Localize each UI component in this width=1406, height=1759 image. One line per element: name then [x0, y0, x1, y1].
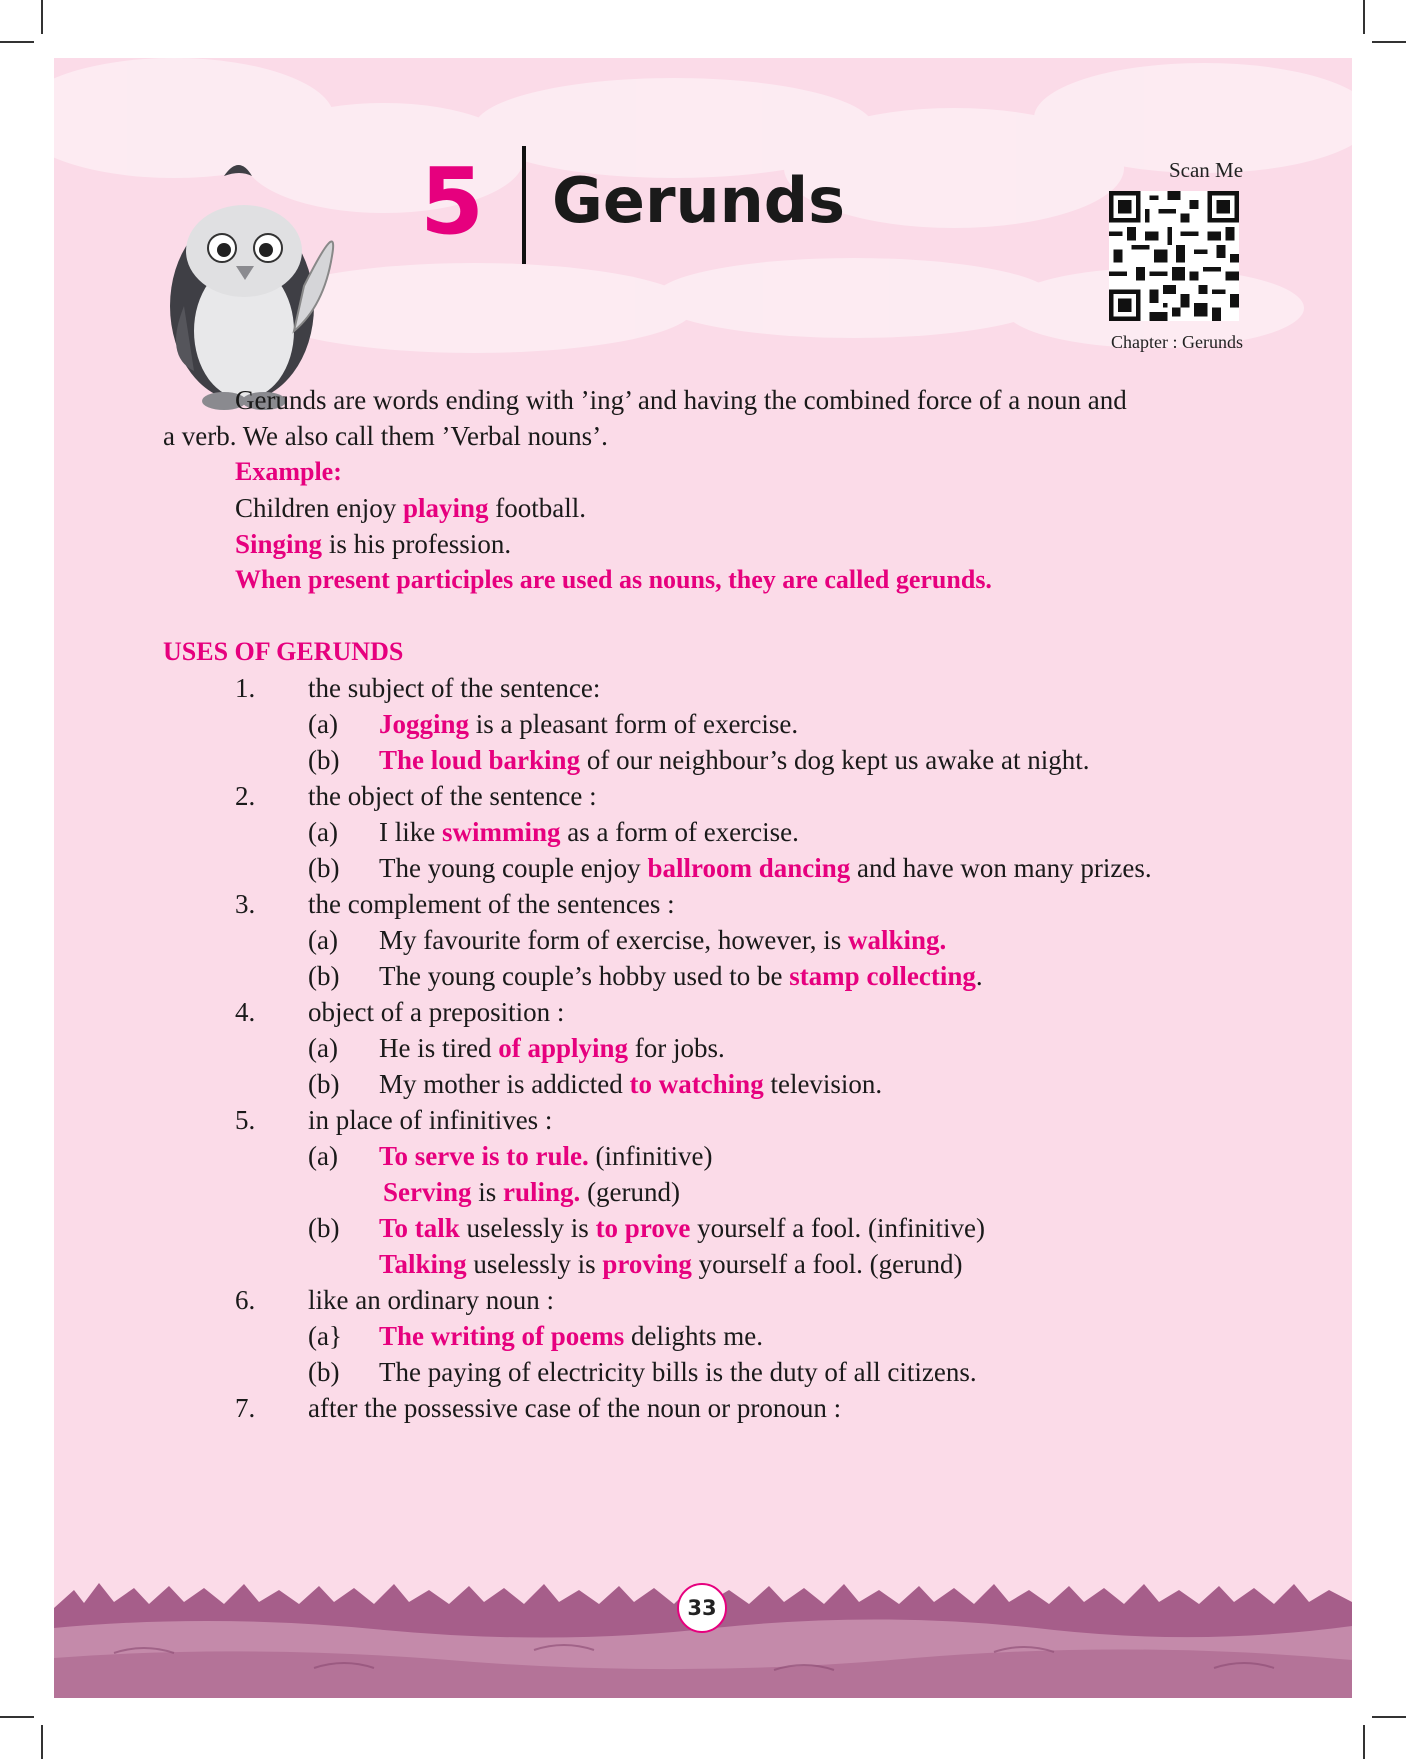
item-label: (a) [308, 1141, 338, 1171]
item-label: (b) [308, 1069, 340, 1099]
example-sentence-2: Singing is his profession. [235, 529, 512, 559]
item-label: (b) [308, 853, 340, 883]
use-example: The paying of electricity bills is the duty of all citizens. [379, 1357, 977, 1387]
item-label: (a) [308, 1033, 338, 1063]
chapter-title: Gerunds [552, 164, 846, 237]
use-number: 1. [235, 673, 256, 703]
use-example: The young couple’s hobby used to be stamp collecting. [379, 961, 983, 991]
example-sentence-1: Children enjoy playing football. [235, 493, 587, 523]
use-title: the object of the sentence : [308, 781, 597, 811]
item-label: (a) [308, 709, 338, 739]
use-example: I like swimming as a form of exercise. [379, 817, 799, 847]
use-title: the complement of the sentences : [308, 889, 675, 919]
penguin-mascot [164, 156, 344, 416]
item-label: (a) [308, 925, 338, 955]
use-number: 3. [235, 889, 256, 919]
use-example: My mother is addicted to watching television. [379, 1069, 883, 1099]
use-example: Jogging is a pleasant form of exercise. [379, 709, 799, 739]
crop-mark [0, 41, 34, 43]
gerund-rule: When present participles are used as nouns, they are called gerunds. [235, 565, 992, 594]
intro-line-1: Gerunds are words ending with ’ing’ and having the combined force of a noun and [235, 385, 1127, 415]
use-number: 7. [235, 1393, 256, 1423]
title-divider [522, 146, 526, 264]
use-example: He is tired of applying for jobs. [379, 1033, 725, 1063]
uses-heading: USES OF GERUNDS [163, 637, 404, 666]
crop-mark [0, 1716, 34, 1718]
use-title: after the possessive case of the noun or pronoun : [308, 1393, 842, 1423]
use-number: 5. [235, 1105, 256, 1135]
use-example: Serving is ruling. (gerund) [383, 1177, 681, 1207]
qr-code-icon[interactable] [1109, 191, 1239, 321]
use-example: To serve is to rule. (infinitive) [379, 1141, 713, 1171]
use-title: like an ordinary noun : [308, 1285, 554, 1315]
intro-line-2: a verb. We also call them ’Verbal nouns’. [163, 421, 608, 451]
crop-mark [1372, 41, 1406, 43]
qr-label: Scan Me [1168, 158, 1244, 182]
use-example: The writing of poems delights me. [379, 1321, 763, 1351]
use-title: the subject of the sentence: [308, 673, 601, 703]
use-title: object of a preposition : [308, 997, 565, 1027]
item-label: (a) [308, 817, 338, 847]
use-example: To talk uselessly is to prove yourself a fool. (infinitive) [379, 1213, 985, 1243]
qr-caption: Chapter : Gerunds [1111, 332, 1243, 352]
use-example: The young couple enjoy ballroom dancing and have won many prizes. [379, 853, 1152, 883]
example-heading: Example: [235, 457, 342, 486]
crop-mark [1363, 1725, 1365, 1759]
use-example: The loud barking of our neighbour’s dog kept us awake at night. [379, 745, 1090, 775]
use-number: 2. [235, 781, 256, 811]
item-label: (a} [308, 1321, 342, 1351]
crop-mark [41, 1725, 43, 1759]
crop-mark [1363, 0, 1365, 34]
item-label: (b) [308, 745, 340, 775]
item-label: (b) [308, 961, 340, 991]
crop-mark [1372, 1716, 1406, 1718]
use-example: Talking uselessly is proving yourself a fool. (gerund) [379, 1249, 963, 1279]
use-number: 4. [235, 997, 256, 1027]
use-title: in place of infinitives : [308, 1105, 553, 1135]
chapter-number: 5 [420, 148, 485, 255]
page [54, 58, 1352, 1698]
crop-mark [41, 0, 43, 34]
use-number: 6. [235, 1285, 256, 1315]
item-label: (b) [308, 1357, 340, 1387]
use-example: My favourite form of exercise, however, is walking. [379, 925, 947, 955]
item-label: (b) [308, 1213, 340, 1243]
page-number: 33 [677, 1583, 727, 1633]
